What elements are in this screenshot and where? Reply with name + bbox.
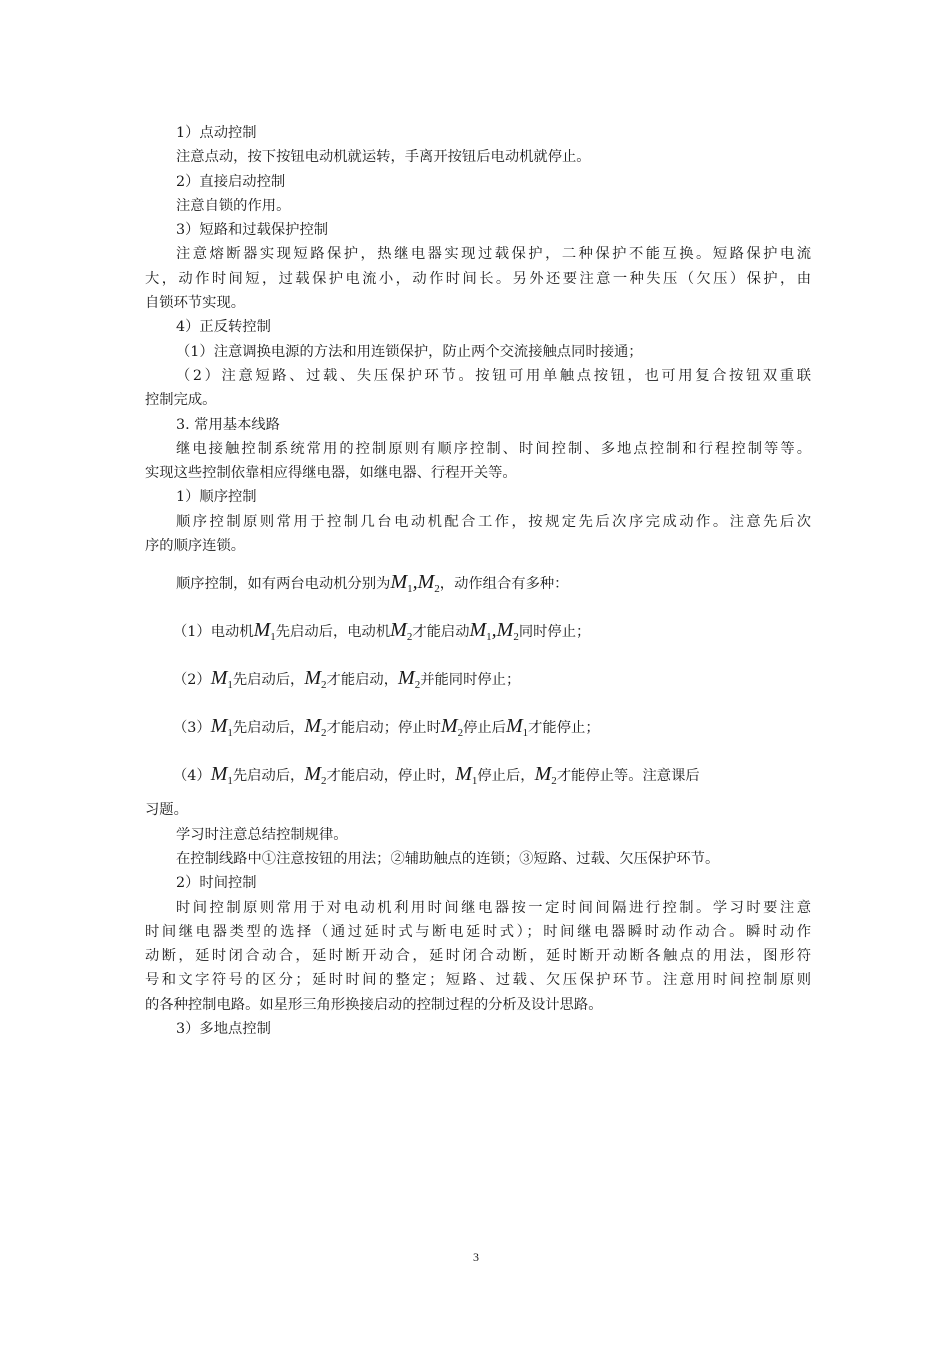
paragraph-line: 动断，延时闭合动合，延时断开动合，延时闭合动断，延时断开动断各触点的用法，图形符 [145, 948, 811, 965]
formula-m2: $M_2$ [496, 619, 519, 644]
paragraph-line: 自锁环节实现。 [145, 295, 246, 312]
heading-sequence-control: 1）顺序控制 [176, 489, 257, 506]
formula-m2: $M_2$ [304, 667, 327, 692]
paragraph-line: 继电接触控制系统常用的控制原则有顺序控制、时间控制、多地点控制和行程控制等等。 [176, 440, 811, 457]
list-item-combination-4: $(4)M_1$先启动后，$M_2$才能启动，停止时，$M_1$停止后，$M_2$才能停止等。注意课后 [173, 763, 700, 788]
formula-m2: $M_2$ [304, 763, 327, 788]
paragraph-line: 号和文字符号的区分；延时时间的整定；短路、过载、欠压保护环节。注意用时间控制原则 [145, 972, 811, 989]
heading-direct-start: 2）直接启动控制 [176, 173, 286, 190]
formula-m1: $M_1$ [210, 667, 233, 692]
list-item-combination-3: $(3)M_1$先启动后，$M_2$才能启动；停止时$M_2$停止后$M_1$才能停止； [173, 715, 600, 740]
formula-m1: $M_1$ [469, 619, 492, 644]
paragraph-line: 注意熔断器实现短路保护，热继电器实现过载保护，二种保护不能互换。短路保护电流 [176, 246, 811, 263]
formula-m2: $M_2$ [417, 571, 440, 596]
heading-jog-control: 1）点动控制 [176, 125, 257, 141]
paragraph-line: 时间控制原则常用于对电动机利用时间继电器按一定时间间隔进行控制。学习时要注意 [176, 899, 811, 916]
formula-m2: $M_2$ [440, 715, 464, 740]
paragraph-line: 顺序控制原则常用于控制几台电动机配合工作，按规定先后次序完成动作。注意先后次 [176, 513, 811, 530]
formula-m1: $M_1$ [253, 619, 276, 644]
list-item: （1）注意调换电源的方法和用连锁保护，防止两个交流接触点同时接通； [176, 343, 643, 360]
formula-m1: $M_1$ [390, 571, 413, 596]
paragraph-line: 注意点动，按下按钮电动机就运转，手离开按钮后电动机就停止。 [176, 149, 591, 166]
formula-m1: $M_1$ [210, 715, 233, 740]
heading-protection-control: 3）短路和过载保护控制 [176, 222, 329, 239]
math-intro-line: 顺序控制，如有两台电动机分别为$M_1,M_2$，动作组合有多种： [176, 571, 569, 596]
formula-m1: $M_1$ [505, 715, 529, 740]
formula-m2: $M_2$ [304, 715, 327, 740]
paragraph-line: 习题。 [145, 802, 188, 819]
heading-reversing-control: 4）正反转控制 [176, 319, 271, 336]
list-item: （2）注意短路、过载、失压保护环节。按钮可用单触点按钮，也可用复合按钮双重联 [176, 367, 811, 384]
formula-m2: $M_2$ [398, 667, 421, 692]
list-item-combination-1: （1）电动机$M_1$先启动后，电动机$M_2$才能启动$M_1,M_2$同时停止； [173, 619, 591, 644]
heading-multi-location-control: 3）多地点控制 [176, 1021, 271, 1038]
page-number: 3 [473, 1250, 479, 1264]
paragraph-line: 实现这些控制依靠相应得继电器，如继电器、行程开关等。 [145, 465, 517, 482]
paragraph-line: 时间继电器类型的选择（通过延时式与断电延时式）；时间继电器瞬时动作动合。瞬时动作 [145, 923, 811, 940]
paragraph-line: 学习时注意总结控制规律。 [176, 826, 348, 843]
section-heading-basic-circuits: 3. 常用基本线路 [176, 416, 280, 433]
paragraph-line: 在控制线路中①注意按钮的用法；②辅助触点的连锁；③短路、过载、欠压保护环节。 [176, 850, 720, 867]
paragraph-line: 控制完成。 [145, 392, 217, 409]
paragraph-line: 序的顺序连锁。 [145, 538, 246, 555]
list-item-combination-2: $(2)M_1$先启动后，$M_2$才能启动，$M_2$并能同时停止； [173, 667, 521, 692]
paragraph-line: 大，动作时间短，过载保护电流小，动作时间长。另外还要注意一种失压（欠压）保护，由 [145, 270, 811, 287]
formula-m2: $M_2$ [534, 763, 557, 788]
page-body [145, 121, 811, 1041]
paragraph-line: 的各种控制电路。如星形三角形换接启动的控制过程的分析及设计思路。 [145, 996, 603, 1013]
formula-m1: $M_1$ [455, 763, 478, 788]
formula-m1: $M_1$ [210, 763, 233, 788]
formula-m2: $M_2$ [390, 619, 413, 644]
heading-time-control: 2）时间控制 [176, 875, 257, 892]
paragraph-line: 注意自锁的作用。 [176, 197, 291, 214]
